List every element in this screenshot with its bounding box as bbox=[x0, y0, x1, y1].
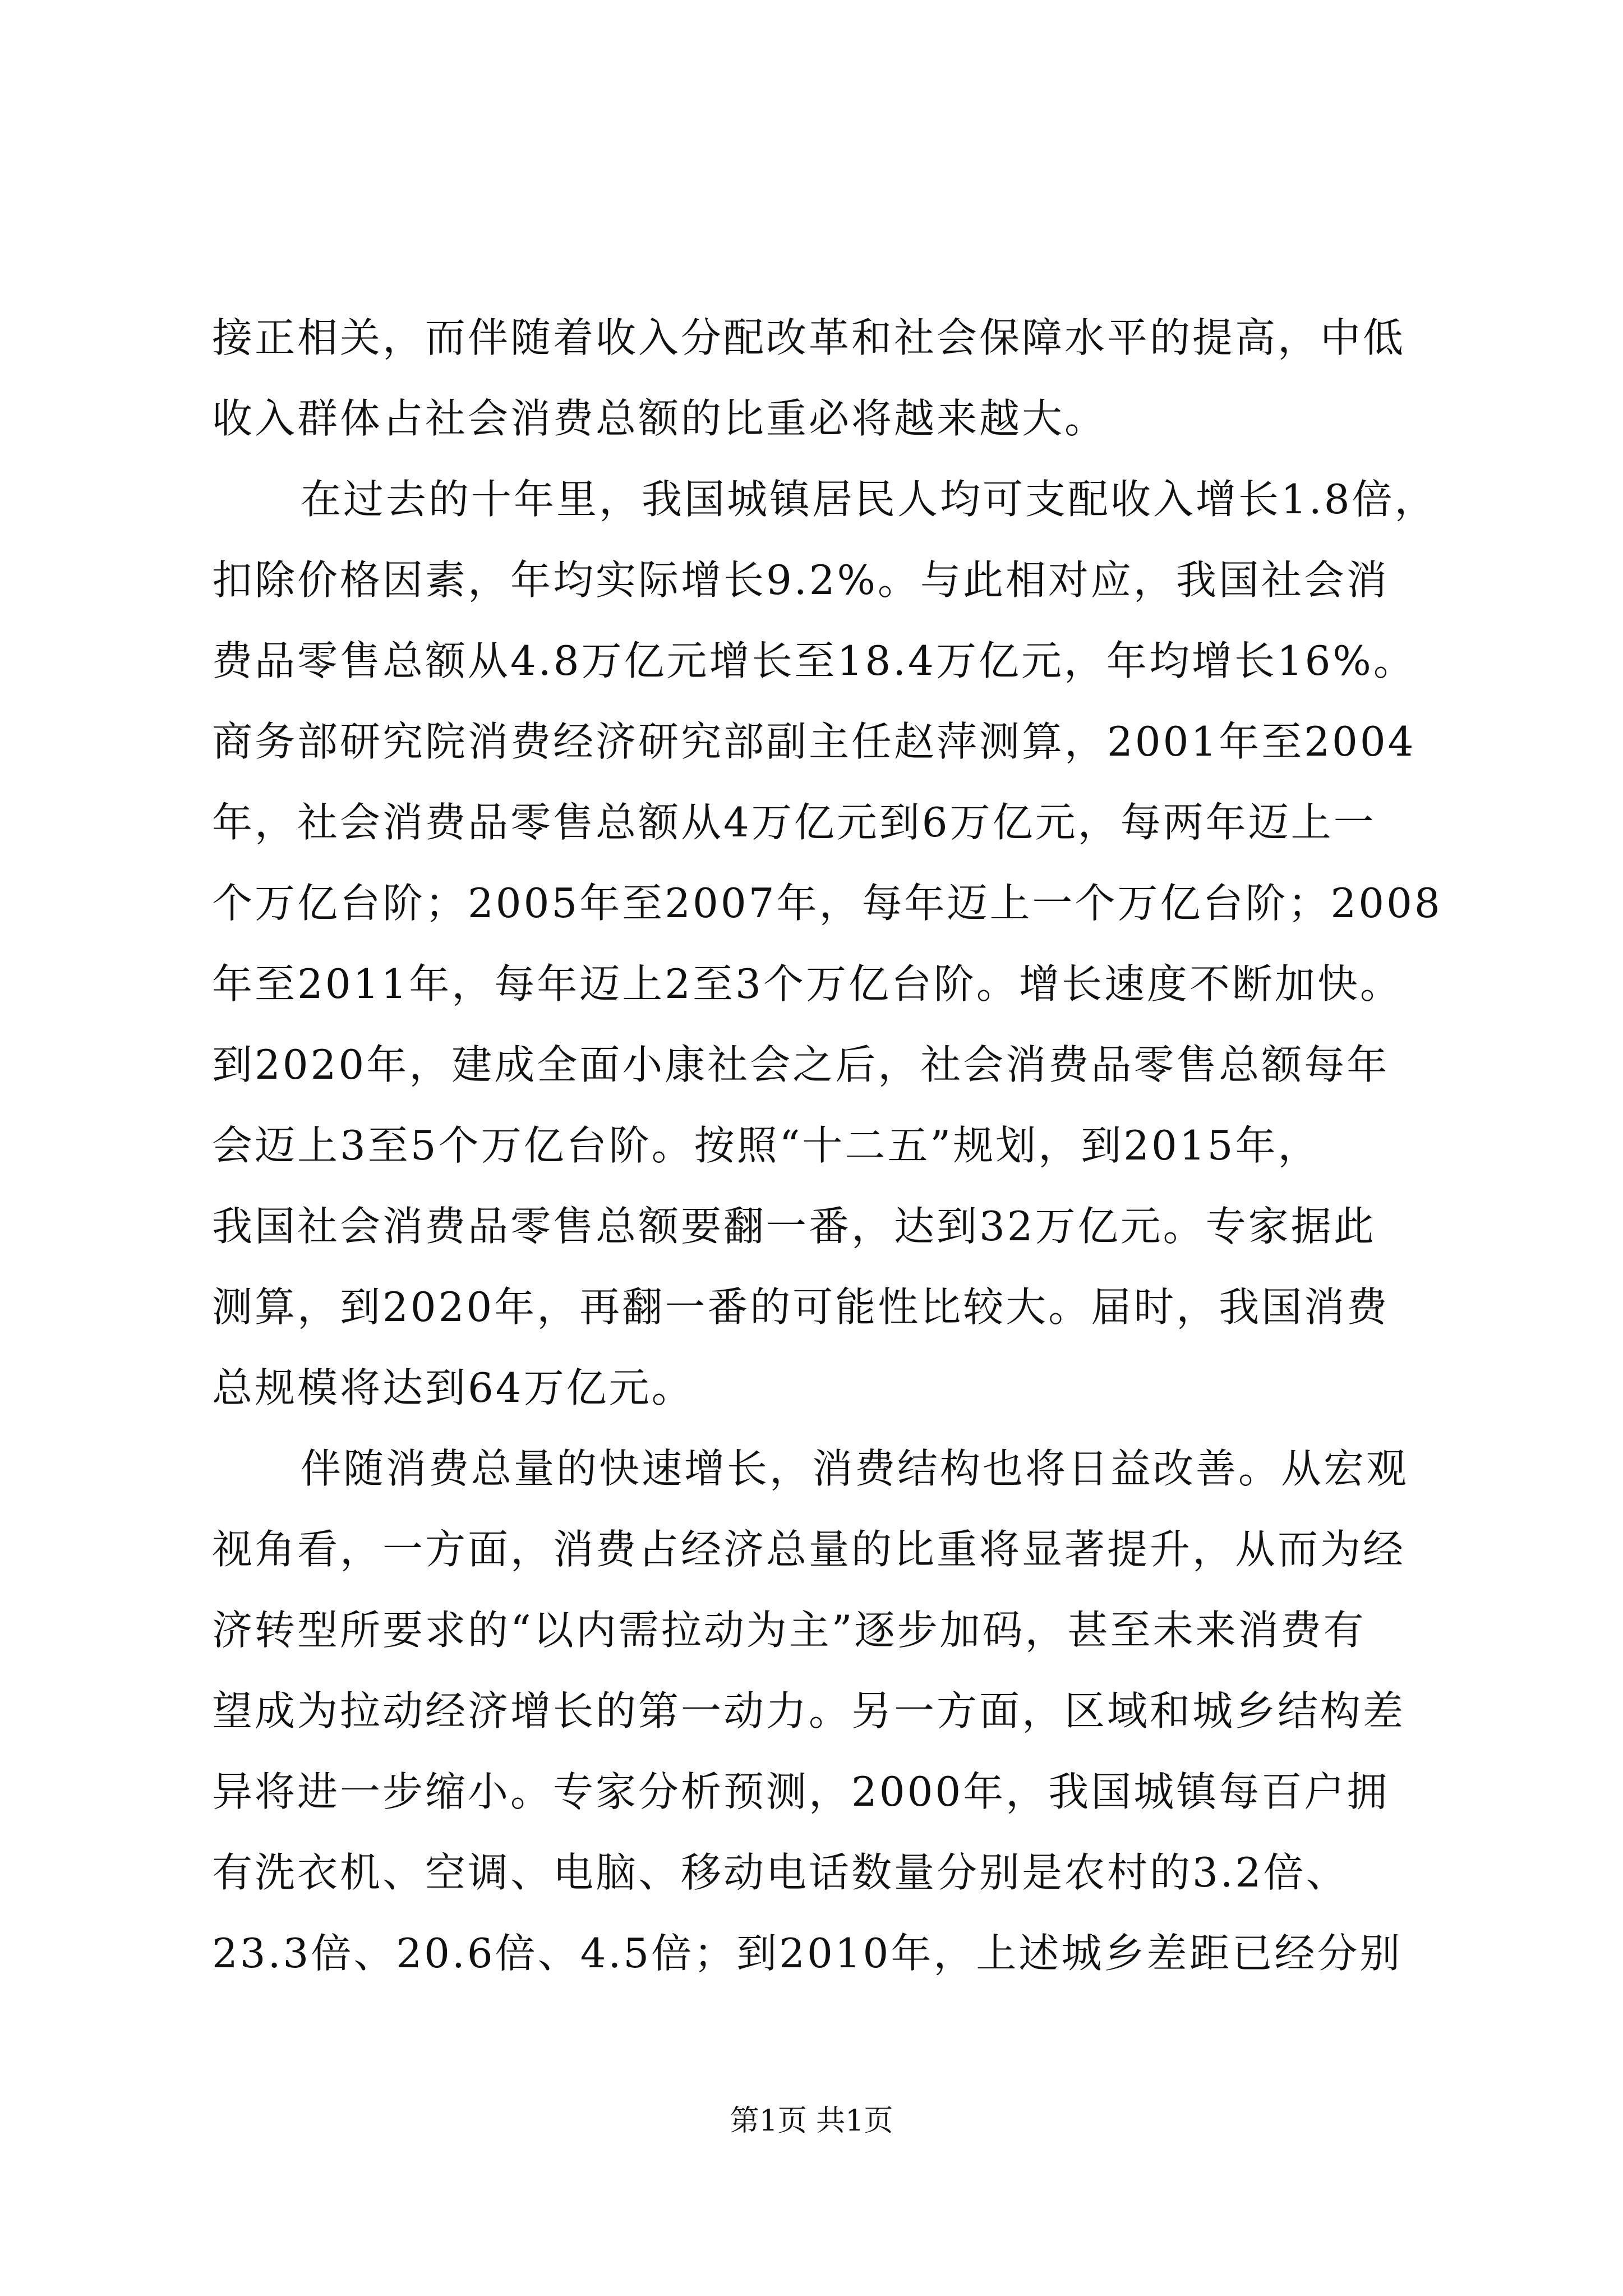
page-number-label: 第1页 共1页 bbox=[730, 2104, 893, 2138]
text-line-3: 在过去的十年里，我国城镇居民人均可支配收入增长1.8倍， bbox=[301, 476, 1437, 523]
text-line-12: 我国社会消费品零售总额要翻一番，达到32万亿元。专家据此 bbox=[212, 1203, 1376, 1250]
text-line-10: 到2020年，建成全面小康社会之后，社会消费品零售总额每年 bbox=[212, 1041, 1390, 1088]
text-line-20: 有洗衣机、空调、电脑、移动电话数量分别是农村的3.2倍、 bbox=[212, 1849, 1349, 1896]
text-line-15: 伴随消费总量的快速增长，消费结构也将日益改善。从宏观 bbox=[301, 1445, 1409, 1492]
text-line-2: 收入群体占社会消费总额的比重必将越来越大。 bbox=[212, 395, 1108, 442]
text-line-16: 视角看，一方面，消费占经济总量的比重将显著提升，从而为经 bbox=[212, 1526, 1406, 1573]
text-line-11: 会迈上3至5个万亿台阶。按照“十二五”规划，到2015年， bbox=[212, 1122, 1321, 1169]
text-line-17: 济转型所要求的“以内需拉动为主”逐步加码，甚至未来消费有 bbox=[212, 1607, 1366, 1654]
document-body bbox=[212, 297, 1442, 1994]
text-line-8: 个万亿台阶；2005年至2007年，每年迈上一个万亿台阶；2008 bbox=[212, 880, 1442, 927]
text-line-21: 23.3倍、20.6倍、4.5倍；到2010年，上述城乡差距已经分别 bbox=[212, 1930, 1403, 1977]
text-line-1: 接正相关，而伴随着收入分配改革和社会保障水平的提高，中低 bbox=[212, 314, 1406, 361]
text-line-13: 测算，到2020年，再翻一番的可能性比较大。届时，我国消费 bbox=[212, 1283, 1390, 1331]
text-line-5: 费品零售总额从4.8万亿元增长至18.4万亿元，年均增长16%。 bbox=[212, 637, 1416, 684]
text-line-19: 异将进一步缩小。专家分析预测，2000年，我国城镇每百户拥 bbox=[212, 1768, 1390, 1815]
text-line-6: 商务部研究院消费经济研究部副主任赵萍测算，2001年至2004 bbox=[212, 718, 1416, 765]
text-line-7: 年，社会消费品零售总额从4万亿元到6万亿元，每两年迈上一 bbox=[212, 799, 1376, 846]
page-footer bbox=[0, 2101, 1623, 2141]
text-line-9: 年至2011年，每年迈上2至3个万亿台阶。增长速度不断加快。 bbox=[212, 960, 1403, 1007]
text-line-18: 望成为拉动经济增长的第一动力。另一方面，区域和城乡结构差 bbox=[212, 1687, 1406, 1734]
text-line-4: 扣除价格因素，年均实际增长9.2%。与此相对应，我国社会消 bbox=[212, 556, 1389, 604]
text-line-14: 总规模将达到64万亿元。 bbox=[212, 1364, 694, 1411]
